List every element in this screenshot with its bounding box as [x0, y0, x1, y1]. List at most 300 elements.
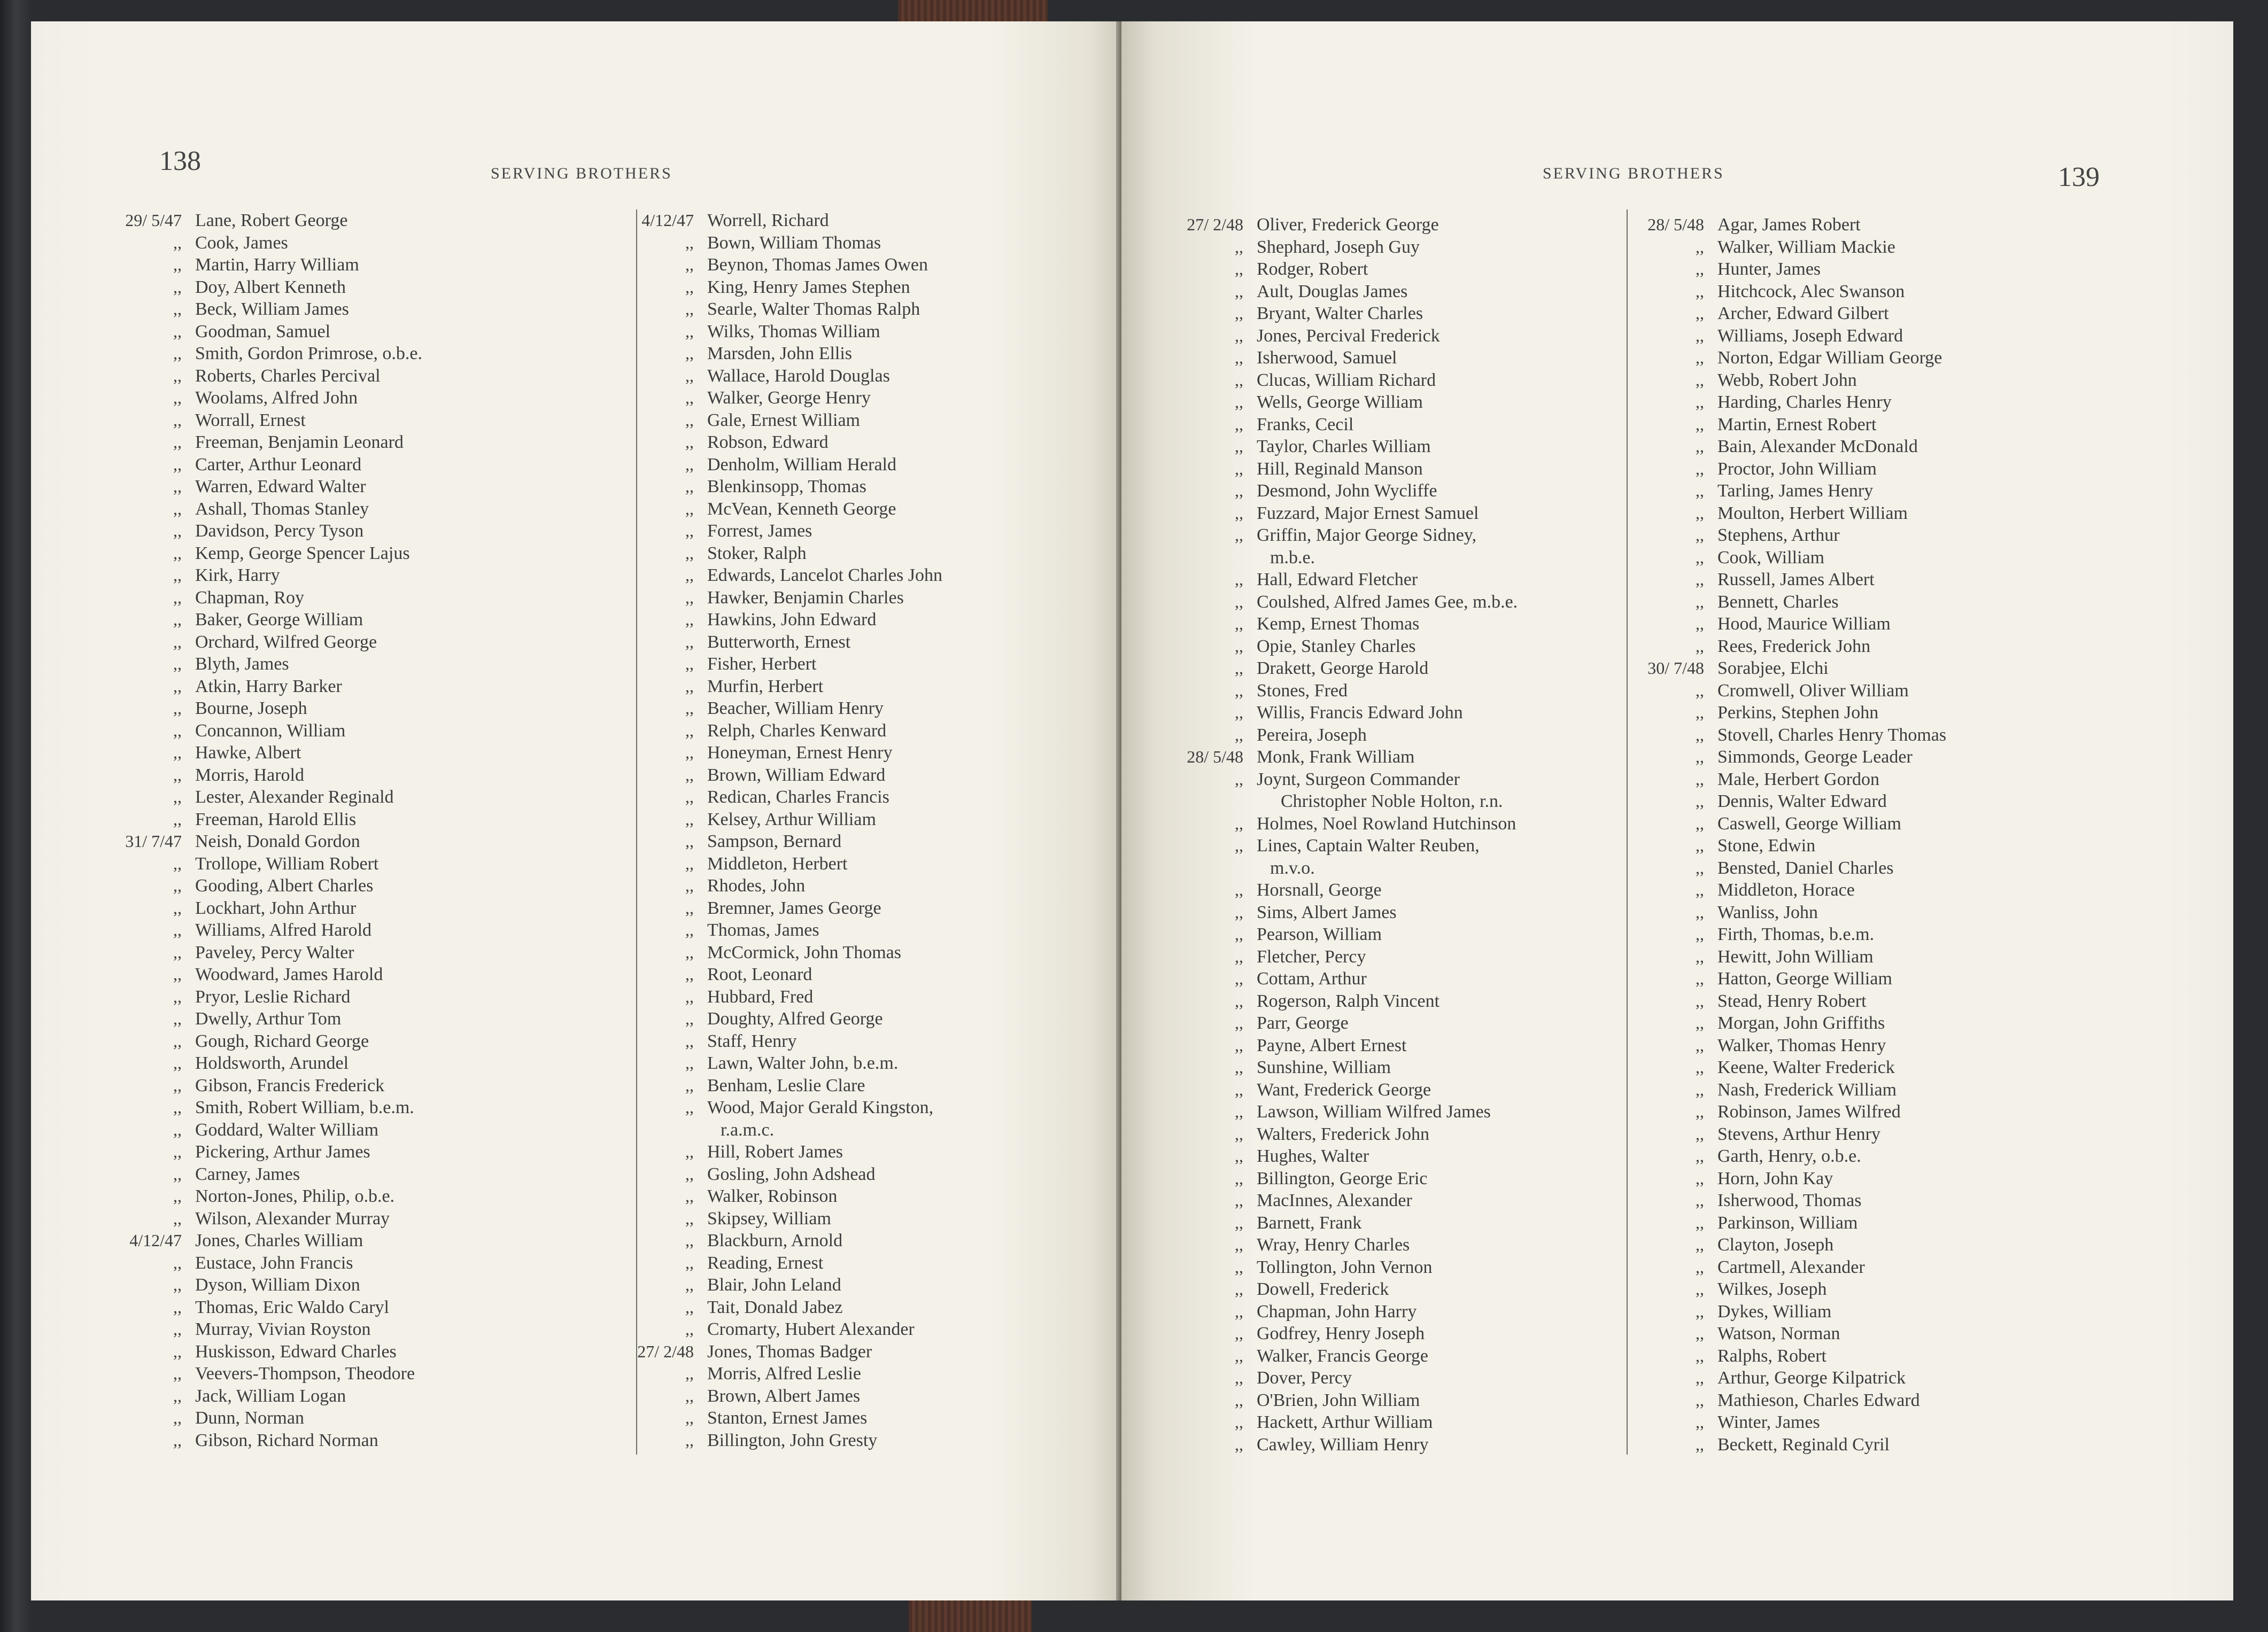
entry-name: Hall, Edward Fletcher [1257, 570, 1418, 589]
entry-date: ,, [173, 1031, 182, 1051]
list-item [1597, 1301, 2153, 1323]
list-item [75, 1075, 620, 1097]
list-item [1597, 1345, 2153, 1367]
entry-date: ,, [1696, 414, 1704, 434]
entry-date: ,, [1235, 1324, 1243, 1343]
list-item [75, 387, 620, 409]
entry-name: Rodger, Robert [1257, 259, 1368, 279]
list-item [75, 409, 620, 432]
entry-name: Bennett, Charles [1717, 592, 1839, 612]
entry-name: Drakett, George Harold [1257, 658, 1429, 678]
entry-name: Dykes, William [1717, 1301, 1832, 1322]
entry-date: ,, [685, 765, 694, 784]
list-item [75, 963, 620, 986]
entry-date: ,, [685, 543, 694, 563]
entry-date: ,, [685, 654, 694, 673]
list-item [1597, 369, 2153, 392]
entry-date: ,, [173, 1341, 182, 1361]
entry-name: Chapman, Roy [195, 587, 304, 608]
list-item [587, 809, 1121, 831]
entry-date: ,, [1696, 392, 1704, 411]
entry-name: Gibson, Richard Norman [195, 1430, 378, 1450]
entry-date: ,, [173, 898, 182, 918]
list-item [587, 764, 1121, 787]
list-item [587, 520, 1121, 542]
entry-name: Jones, Thomas Badger [707, 1341, 872, 1362]
entry-name: Oliver, Frederick George [1257, 215, 1439, 235]
entry-date: ,, [685, 1164, 694, 1184]
entry-date: 4/12/47 [129, 1231, 182, 1250]
entry-name: Sims, Albert James [1257, 902, 1397, 922]
entry-date: ,, [173, 1186, 182, 1206]
page-number: 139 [2058, 162, 2100, 192]
entry-name: Blackburn, Arnold [707, 1231, 843, 1250]
entry-date: ,, [173, 765, 182, 784]
entry-name: Orchard, Wilfred George [195, 632, 377, 652]
entry-date: ,, [1235, 570, 1243, 589]
list-item [587, 476, 1121, 498]
entry-name: Thomas, James [707, 920, 819, 940]
entry-date: ,, [1235, 813, 1243, 833]
entry-name: Woolams, Alfred John [195, 388, 358, 408]
entry-date: ,, [1696, 570, 1704, 589]
entry-name: Morris, Harold [195, 765, 304, 785]
list-item [1597, 702, 2153, 724]
entry-name: Beynon, Thomas James Owen [707, 255, 928, 275]
entry-date: ,, [685, 388, 694, 407]
entry-date: ,, [1696, 525, 1704, 545]
entry-name: Billington, George Eric [1257, 1168, 1428, 1188]
list-item [75, 1407, 620, 1429]
list-item [1597, 1035, 2153, 1057]
list-item [587, 1030, 1121, 1053]
entry-name: Smith, Robert William, b.e.m. [195, 1098, 414, 1117]
entry-name: Stevens, Arthur Henry [1717, 1124, 1881, 1144]
entry-name: Morris, Alfred Leslie [707, 1364, 861, 1384]
entry-date: ,, [1696, 836, 1704, 855]
entry-date: ,, [1696, 614, 1704, 633]
list-item [587, 1230, 1121, 1252]
list-item [75, 343, 620, 365]
entry-name: Male, Herbert Gordon [1717, 769, 1880, 789]
list-item [587, 1318, 1121, 1341]
entry-date: ,, [685, 1253, 694, 1272]
entry-name: Roberts, Charles Percival [195, 366, 381, 386]
entry-name: Fisher, Herbert [707, 654, 817, 674]
entry-date: 28/ 5/48 [1647, 215, 1704, 234]
entry-name: Dennis, Walter Edward [1717, 791, 1887, 811]
entry-date: ,, [1235, 1412, 1243, 1432]
entry-date: ,, [685, 809, 694, 829]
entry-name: Opie, Stanley Charles [1257, 636, 1416, 656]
entry-date: ,, [173, 698, 182, 718]
list-item [1597, 302, 2153, 325]
entry-date: ,, [1235, 636, 1243, 656]
entry-name: Walker, Thomas Henry [1717, 1035, 1886, 1055]
entry-name: Cook, William [1717, 547, 1825, 568]
entry-date: ,, [1235, 525, 1243, 545]
entry-name: Stead, Henry Robert [1717, 991, 1867, 1011]
list-item [1597, 502, 2153, 525]
entry-date: ,, [685, 277, 694, 297]
entry-date: ,, [685, 698, 694, 718]
entry-name: Denholm, William Herald [707, 454, 896, 475]
entry-date: ,, [1235, 880, 1243, 899]
entry-date: ,, [685, 898, 694, 918]
entry-name: Ault, Douglas James [1257, 281, 1408, 301]
entry-date: ,, [1235, 1301, 1243, 1321]
entry-name: Clucas, William Richard [1257, 370, 1436, 390]
list-item [1597, 281, 2153, 303]
entry-name: Williams, Alfred Harold [195, 920, 372, 940]
entry-name: Smith, Gordon Primrose, o.b.e. [195, 344, 422, 363]
entry-name: Lester, Alexander Reginald [195, 787, 394, 807]
entry-date: ,, [685, 1053, 694, 1073]
entry-name: Wilkes, Joseph [1717, 1279, 1827, 1299]
entry-date: ,, [173, 853, 182, 873]
entry-name: Payne, Albert Ernest [1257, 1035, 1407, 1055]
list-item [1597, 1234, 2153, 1256]
list-item [1597, 613, 2153, 635]
entry-name: Warren, Edward Walter [195, 477, 366, 496]
entry-name: Hawker, Benjamin Charles [707, 587, 904, 608]
entry-name: Murray, Vivian Royston [195, 1319, 371, 1339]
entry-date: ,, [685, 1208, 694, 1228]
entry-date: ,, [1696, 259, 1704, 278]
entry-date: ,, [1235, 658, 1243, 678]
entry-date: ,, [173, 965, 182, 984]
entry-date: ,, [685, 831, 694, 851]
list-item [587, 1163, 1121, 1186]
entry-name: Harding, Charles Henry [1717, 392, 1892, 412]
entry-date: ,, [1696, 1324, 1704, 1343]
entry-date: ,, [1235, 614, 1243, 633]
entry-date: ,, [685, 1364, 694, 1383]
entry-date: ,, [1235, 1058, 1243, 1077]
entry-name: Coulshed, Alfred James Gee, m.b.e. [1257, 592, 1518, 612]
entry-name: Isherwood, Thomas [1717, 1191, 1862, 1210]
entry-date: ,, [173, 587, 182, 607]
entry-date: ,, [685, 676, 694, 696]
list-item [75, 609, 620, 631]
entry-date: ,, [173, 299, 182, 318]
entry-date: ,, [173, 1098, 182, 1117]
list-item [587, 1363, 1121, 1385]
entry-date: ,, [1235, 1368, 1243, 1387]
entry-name: Hood, Maurice William [1717, 614, 1891, 634]
entry-name: Hewitt, John William [1717, 946, 1874, 967]
list-item [75, 653, 620, 675]
list-item [1597, 1212, 2153, 1234]
entry-date: ,, [1696, 1124, 1704, 1144]
entry-name: Hitchcock, Alec Swanson [1717, 281, 1905, 301]
list-item [1597, 258, 2153, 281]
entry-name: Veevers-Thompson, Theodore [195, 1364, 415, 1384]
entry-name: Isherwood, Samuel [1257, 348, 1397, 368]
entry-date: ,, [1696, 1346, 1704, 1365]
entry-name: Fletcher, Percy [1257, 946, 1366, 967]
entry-name: Cottam, Arthur [1257, 969, 1367, 989]
entry-date: ,, [1235, 924, 1243, 944]
entry-date: ,, [1235, 1390, 1243, 1410]
list-item [75, 1429, 620, 1452]
entry-name: Walters, Frederick John [1257, 1124, 1429, 1144]
list-item [1597, 391, 2153, 414]
entry-date: ,, [173, 1275, 182, 1294]
entry-date: ,, [173, 255, 182, 274]
entry-date: ,, [1235, 414, 1243, 434]
entry-date: ,, [685, 255, 694, 274]
entry-date: ,, [1235, 1124, 1243, 1144]
entry-date: ,, [1235, 392, 1243, 411]
list-item [1597, 813, 2153, 835]
entry-date: ,, [173, 809, 182, 829]
list-item [587, 343, 1121, 365]
entry-date: ,, [1696, 370, 1704, 390]
list-item [587, 942, 1121, 964]
entry-name: Williams, Joseph Edward [1717, 325, 1903, 346]
list-item [75, 321, 620, 343]
entry-date: ,, [685, 853, 694, 873]
list-item [587, 853, 1121, 875]
entry-date: ,, [685, 787, 694, 806]
list-item [75, 1208, 620, 1230]
entry-name: Horsnall, George [1257, 880, 1382, 900]
entry-date: ,, [173, 720, 182, 740]
entry-name: Dover, Percy [1257, 1368, 1352, 1388]
entry-name: Beacher, William Henry [707, 698, 884, 718]
entry-date: ,, [685, 1408, 694, 1427]
entry-date: ,, [1235, 836, 1243, 855]
list-item [75, 986, 620, 1008]
entry-name: Dowell, Frederick [1257, 1279, 1389, 1299]
entry-name: Archer, Edward Gilbert [1717, 304, 1889, 323]
entry-date: ,, [1696, 1301, 1704, 1321]
entry-name: Blyth, James [195, 654, 289, 674]
entry-name: Brown, Albert James [707, 1386, 861, 1406]
entry-name: Concannon, William [195, 720, 346, 741]
page-number: 138 [159, 146, 201, 176]
entry-date: ,, [685, 1031, 694, 1051]
entry-date: ,, [173, 1319, 182, 1339]
entry-name: Lawson, William Wilfred James [1257, 1102, 1491, 1122]
entry-name: Walker, Robinson [707, 1186, 838, 1206]
entry-date: ,, [1696, 1434, 1704, 1454]
entry-date: ,, [1696, 769, 1704, 789]
entry-name: Doy, Albert Kenneth [195, 277, 346, 297]
entry-name: Garth, Henry, o.b.e. [1717, 1146, 1861, 1166]
entry-date: ,, [173, 410, 182, 430]
entry-date: ,, [1696, 458, 1704, 478]
list-item [1597, 524, 2153, 547]
list-item [587, 498, 1121, 520]
entry-name: Lockhart, John Arthur [195, 898, 357, 918]
entry-date: ,, [1696, 592, 1704, 611]
entry-name: Stanton, Ernest James [707, 1408, 868, 1428]
list-item [587, 742, 1121, 764]
list-item [587, 1385, 1121, 1408]
entry-name: Walker, William Mackie [1717, 237, 1895, 257]
list-item [75, 830, 620, 853]
entry-name: Bryant, Walter Charles [1257, 304, 1423, 323]
list-item [75, 1097, 620, 1119]
entry-date: ,, [173, 986, 182, 1006]
entry-date: ,, [173, 565, 182, 585]
entry-name: Beckett, Reginald Cyril [1717, 1434, 1890, 1455]
list-item [75, 631, 620, 654]
entry-name: MacInnes, Alexander [1257, 1191, 1412, 1210]
entry-date: ,, [1235, 703, 1243, 722]
entry-name: Bensted, Daniel Charles [1717, 858, 1894, 878]
list-item [75, 1163, 620, 1186]
entry-name: m.v.o. [1270, 858, 1315, 878]
entry-name: Jones, Charles William [195, 1231, 363, 1250]
entry-name: Dunn, Norman [195, 1408, 304, 1428]
entry-name: Skipsey, William [707, 1208, 831, 1229]
entry-date: ,, [1696, 1257, 1704, 1277]
entry-name: Stone, Edwin [1717, 836, 1816, 856]
entry-date: ,, [1235, 1079, 1243, 1099]
list-item [587, 232, 1121, 254]
entry-date: ,, [685, 587, 694, 607]
entry-date: ,, [1696, 325, 1704, 345]
entry-date: ,, [173, 477, 182, 496]
list-item [1597, 547, 2153, 569]
entry-date: ,, [173, 1364, 182, 1383]
entry-name: Worrall, Ernest [195, 410, 306, 430]
list-item [587, 564, 1121, 587]
list-item [587, 1274, 1121, 1296]
entry-date: ,, [173, 876, 182, 895]
entry-date: ,, [1235, 370, 1243, 390]
entry-name: Fuzzard, Major Ernest Samuel [1257, 503, 1479, 523]
list-item [587, 697, 1121, 720]
entry-name: Christopher Noble Holton, r.n. [1281, 791, 1503, 811]
entry-name: Lawn, Walter John, b.e.m. [707, 1053, 899, 1073]
list-item [587, 276, 1121, 299]
list-item [1597, 1256, 2153, 1279]
entry-name: Relph, Charles Kenward [707, 720, 887, 741]
entry-date: ,, [173, 521, 182, 540]
entry-date: ,, [685, 1386, 694, 1405]
list-item [75, 587, 620, 609]
entry-date: ,, [1235, 1434, 1243, 1454]
entry-name: Gough, Richard George [195, 1031, 369, 1051]
entry-date: ,, [685, 499, 694, 518]
entry-date: ,, [173, 499, 182, 518]
entry-name: Keene, Walter Frederick [1717, 1058, 1895, 1077]
entry-name: Martin, Harry William [195, 255, 359, 275]
list-item [75, 1385, 620, 1408]
entry-name: Billington, John Gresty [707, 1430, 878, 1450]
entry-date: ,, [685, 321, 694, 341]
list-item [587, 298, 1121, 321]
list-item [75, 1185, 620, 1208]
list-item [75, 476, 620, 498]
list-item [75, 1119, 620, 1141]
entry-name: Pereira, Joseph [1257, 725, 1367, 745]
entry-date: ,, [173, 388, 182, 407]
entry-name: Holdsworth, Arundel [195, 1053, 349, 1073]
entry-name: Norton-Jones, Philip, o.b.e. [195, 1186, 395, 1206]
entry-date: ,, [685, 942, 694, 962]
entry-name: Griffin, Major George Sidney, [1257, 525, 1477, 545]
list-item [1597, 436, 2153, 458]
entry-date: ,, [1235, 991, 1243, 1011]
entry-date: ,, [685, 1142, 694, 1161]
entry-name: Stovell, Charles Henry Thomas [1717, 725, 1947, 745]
entry-date: ,, [1235, 1102, 1243, 1121]
entry-date: ,, [173, 432, 182, 452]
entry-date: ,, [1235, 1191, 1243, 1210]
column-2 [587, 209, 1121, 1451]
list-item [1597, 1367, 2153, 1389]
entry-name: Sorabjee, Elchi [1717, 658, 1829, 678]
entry-date: ,, [173, 321, 182, 341]
entry-date: ,, [173, 232, 182, 252]
list-item [587, 1252, 1121, 1274]
entry-name: Goodman, Samuel [195, 321, 331, 341]
entry-name: Bremner, James George [707, 898, 881, 918]
list-item [1597, 990, 2153, 1013]
entry-date: ,, [173, 543, 182, 563]
entry-name: Marsden, John Ellis [707, 344, 853, 363]
list-item [587, 830, 1121, 853]
entry-name: Godfrey, Henry Joseph [1257, 1324, 1425, 1343]
list-item [75, 454, 620, 476]
list-item [75, 1274, 620, 1296]
entry-name: Benham, Leslie Clare [707, 1075, 865, 1095]
entry-date: ,, [1696, 725, 1704, 744]
entry-date: ,, [1696, 680, 1704, 700]
entry-date: ,, [1696, 1412, 1704, 1432]
list-item [1597, 946, 2153, 968]
list-item [1597, 902, 2153, 924]
entry-name: Russell, James Albert [1717, 570, 1875, 589]
entry-date: ,, [173, 277, 182, 297]
entry-name: Desmond, John Wycliffe [1257, 481, 1437, 501]
entry-name: Lane, Robert George [195, 211, 348, 230]
entry-name: Martin, Ernest Robert [1717, 414, 1877, 434]
entry-date: ,, [173, 676, 182, 696]
entry-date: ,, [1235, 503, 1243, 523]
list-item [1597, 768, 2153, 791]
entry-date: ,, [1696, 1279, 1704, 1299]
entry-date: ,, [173, 1253, 182, 1272]
entry-date: ,, [685, 565, 694, 585]
entry-date: ,, [1696, 703, 1704, 722]
entry-date: ,, [685, 986, 694, 1006]
entry-date: ,, [1235, 1279, 1243, 1299]
list-item [587, 1075, 1121, 1097]
entry-name: Wilks, Thomas William [707, 321, 880, 341]
entry-date: ,, [1235, 592, 1243, 611]
entry-name: Neish, Donald Gordon [195, 831, 360, 851]
entry-date: ,, [173, 1430, 182, 1450]
list-item [587, 587, 1121, 609]
list-item [587, 1097, 1121, 1119]
entry-name: Shephard, Joseph Guy [1257, 237, 1420, 257]
entry-name: McCormick, John Thomas [707, 942, 901, 962]
running-head: SERVING BROTHERS [1543, 165, 1724, 182]
entry-name: Joynt, Surgeon Commander [1257, 769, 1460, 789]
entry-date: ,, [1235, 680, 1243, 700]
list-item [587, 720, 1121, 742]
entry-date: 27/ 2/48 [637, 1341, 694, 1361]
entry-name: Tait, Donald Jabez [707, 1297, 843, 1317]
list-item [1597, 1168, 2153, 1190]
entry-date: ,, [1696, 969, 1704, 988]
